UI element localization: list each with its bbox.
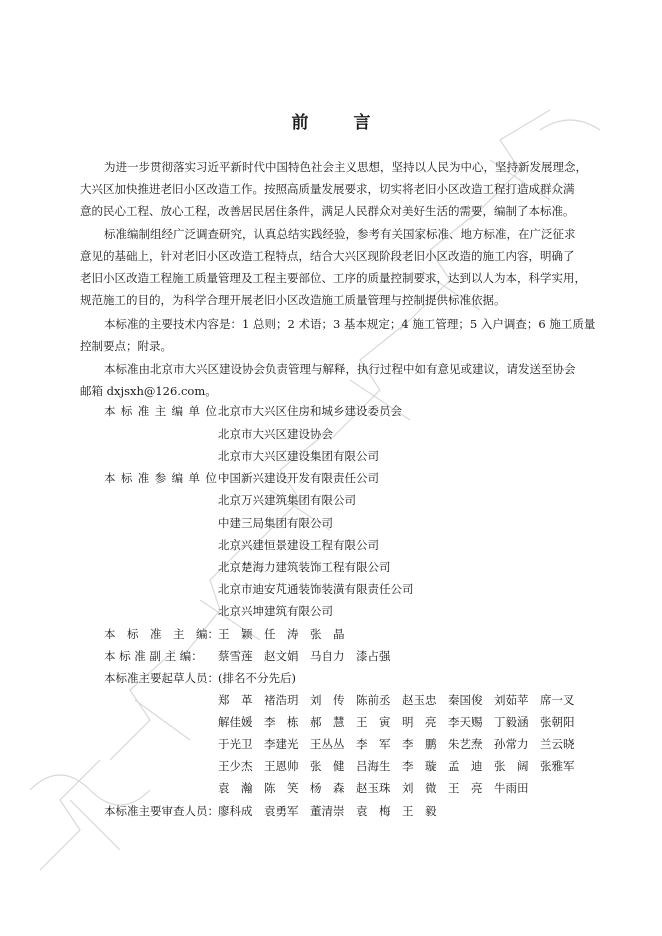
- paragraph-line: 控制要点；附录。: [80, 339, 172, 353]
- chief-editor-name: 任 涛: [264, 627, 299, 641]
- drafter-name: 李 栋: [264, 715, 299, 729]
- participating-unit-label: 本标准参编单位：: [104, 471, 240, 485]
- chief-unit: 北京市大兴区建设集团有限公司: [218, 449, 379, 463]
- deputy-editor-name: 赵文娟: [264, 649, 299, 663]
- deputy-editor-name: 蔡雪莲: [218, 649, 253, 663]
- drafter-name: 李 璇: [402, 759, 437, 773]
- participating-unit: 北京楚海力建筑装饰工程有限公司: [218, 560, 391, 574]
- deputy-editor-name: 马自力: [310, 649, 345, 663]
- chief-unit: 北京市大兴区住房和城乡建设委员会: [218, 404, 402, 418]
- paragraph-line: 意的民心工程、放心工程，改善居民居住条件，满足人民群众对美好生活的需要，编制了本标准。: [80, 204, 575, 218]
- deputy-editor-name: 漆占强: [356, 649, 391, 663]
- chief-unit-label: 本标准主编单位：: [104, 404, 240, 418]
- drafter-name: 王少杰: [218, 759, 253, 773]
- reviewer-name: 王 毅: [402, 804, 437, 818]
- drafter-name: 兰云晓: [540, 737, 575, 751]
- drafter-name: 张 健: [310, 759, 345, 773]
- drafters-label: 本标准主要起草人员：: [104, 671, 219, 685]
- drafter-name: 解佳媛: [218, 715, 253, 729]
- drafter-name: 丁毅涵: [494, 715, 529, 729]
- reviewer-name: 袁 梅: [356, 804, 391, 818]
- drafter-name: 褚浩玥: [264, 693, 299, 707]
- drafter-name: 孙常力: [494, 737, 529, 751]
- drafter-name: 于光卫: [218, 737, 253, 751]
- drafters-note: (排名不分先后): [218, 671, 296, 685]
- participating-unit: 中国新兴建设开发有限责任公司: [218, 471, 379, 485]
- page-title: 前 言: [291, 113, 385, 133]
- deputy-editor-label: 本 标 准 副 主 编：: [104, 649, 203, 663]
- reviewer-name: 廖科成: [218, 804, 253, 818]
- drafter-name: 杨 森: [310, 781, 345, 795]
- drafter-name: 明 亮: [402, 715, 437, 729]
- participating-unit: 北京兴建恒景建设工程有限公司: [218, 538, 379, 552]
- drafter-name: 李天赐: [448, 715, 483, 729]
- paragraph-line: 标准编制组经广泛调查研究，认真总结实践经验，参考有关国家标准、地方标准，在广泛征求: [104, 227, 576, 241]
- drafter-name: 赵玉忠: [402, 693, 437, 707]
- participating-unit: 北京万兴建筑集团有限公司: [218, 493, 356, 507]
- reviewer-name: 董清崇: [310, 804, 345, 818]
- drafter-name: 王丛丛: [310, 737, 345, 751]
- reviewer-name: 袁勇军: [264, 804, 299, 818]
- paragraph-line: 为进一步贯彻落实习近平新时代中国特色社会主义思想，坚持以人民为中心，坚持新发展理念，: [104, 160, 587, 174]
- drafter-name: 刘 传: [310, 693, 345, 707]
- participating-unit: 北京兴坤建筑有限公司: [218, 604, 333, 618]
- drafter-name: 孟 迪: [448, 759, 483, 773]
- drafter-name: 秦国俊: [448, 693, 483, 707]
- participating-unit: 中建三局集团有限公司: [218, 516, 333, 530]
- drafter-name: 张雅军: [540, 759, 575, 773]
- drafter-name: 李 鹏: [402, 737, 437, 751]
- paragraph-line: 本标准的主要技术内容是：1 总则；2 术语；3 基本规定；4 施工管理；5 入户调查；6 施工质量: [104, 317, 596, 331]
- drafter-name: 张 阔: [494, 759, 529, 773]
- paragraph-line: 邮箱 dxjsxh@126.com。: [80, 384, 217, 398]
- chief-editor-name: 张 晶: [310, 627, 345, 641]
- drafter-name: 刘茹苹: [494, 693, 529, 707]
- paragraph-line: 意见的基础上，针对老旧小区改造工程特点，结合大兴区现阶段老旧小区改造的施工内容，明确了: [80, 249, 575, 263]
- drafter-name: 陈 笑: [264, 781, 299, 795]
- paragraph-line: 大兴区加快推进老旧小区改造工作。按照高质量发展要求，切实将老旧小区改造工程打造成群众满: [80, 182, 575, 196]
- drafter-name: 席一叉: [540, 693, 575, 707]
- chief-editor-name: 王 颖: [218, 627, 253, 641]
- drafter-name: 郑 革: [218, 693, 253, 707]
- paragraph-line: 规范施工的目的，为科学合理开展老旧小区改造施工质量管理与控制提供标准依据。: [80, 293, 506, 307]
- drafter-name: 张朝阳: [540, 715, 575, 729]
- drafter-name: 袁 瀚: [218, 781, 253, 795]
- chief-editor-label: 本 标 准 主 编：: [104, 627, 219, 641]
- drafter-name: 牛雨田: [494, 781, 529, 795]
- drafter-name: 朱艺焘: [448, 737, 483, 751]
- drafter-name: 王 寅: [356, 715, 391, 729]
- drafter-name: 郝 慧: [310, 715, 345, 729]
- drafter-name: 王恩帅: [264, 759, 299, 773]
- drafter-name: 李 军: [356, 737, 391, 751]
- drafter-name: 刘 微: [402, 781, 437, 795]
- drafter-name: 李建光: [264, 737, 299, 751]
- drafter-name: 陈前丞: [356, 693, 391, 707]
- chief-unit: 北京市大兴区建设协会: [218, 427, 333, 441]
- drafter-name: 吕海生: [356, 759, 391, 773]
- paragraph-line: 本标准由北京市大兴区建设协会负责管理与解释，执行过程中如有意见或建议，请发送至协会: [104, 362, 576, 376]
- drafter-name: 王 亮: [448, 781, 483, 795]
- reviewers-label: 本标准主要审查人员：: [104, 804, 219, 818]
- drafter-name: 赵玉珠: [356, 781, 391, 795]
- paragraph-line: 老旧小区改造工程施工质量管理及工程主要部位、工序的质量控制要求，达到以人为本，科学实用，: [80, 271, 586, 285]
- participating-unit: 北京市迪安芃通装饰装潢有限责任公司: [218, 582, 414, 596]
